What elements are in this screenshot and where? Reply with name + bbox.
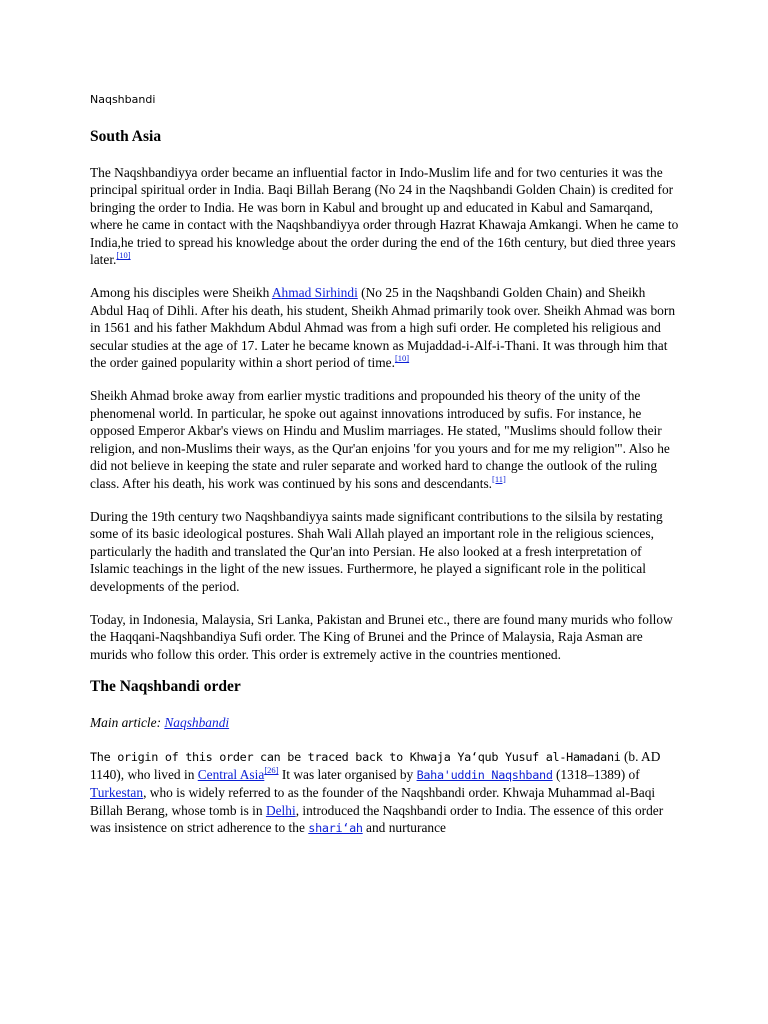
paragraph-text: , who is widely referred to as the founder of the Naqshbandi order. Khwaja Muhammad al-Baqi Billah Berang, whose tomb is in [90,785,656,818]
reference-10[interactable] [116,250,130,260]
paragraph-text: (b. AD 1140), who lived in [90,748,661,782]
link-ahmad-sirhindi[interactable]: Ahmad Sirhindi [271,285,358,301]
link-central-asia[interactable]: Central Asia [197,766,265,782]
link-turkestan[interactable]: Turkestan [90,785,144,801]
main-article-note [90,714,680,731]
reference-link[interactable]: [11] [492,473,506,484]
paragraph-text: (1318–1389) of [552,766,640,782]
link-bahauddin-naqshband[interactable]: Baha'uddin Naqshband [416,767,553,782]
paragraph-sheikh-ahmad [90,387,680,491]
document-page [90,92,680,838]
reference-link[interactable]: [10] [394,353,410,364]
paragraph-text: , introduced the Naqshbandi order to India. The essence of this order was insistence on strict adherence to the [90,802,664,836]
paragraph-text: It was later organised by [278,766,417,782]
paragraph-baqi-billah [90,164,680,268]
paragraph-19th-century: During the 19th century two Naqshbandiyya saints made significant contributions to the silsila by restating some of its basic ideological postures. Shah Wali Allah played an important role in the religious sciences, particularly the hadith and translated the Qur'an into Persian. He also looked at a fresh interpretation of Islamic teachings in the light of the new issues. Furthermore, he played a significant role in the political developments of the period. [90,508,663,594]
paragraph-text: The origin of this order can be traced back to Khwaja Ya‘qub Yusuf al-Hamadani [90,749,621,764]
section-heading-naqshbandi-order: The Naqshbandi order [90,678,241,696]
paragraph-text: Among his disciples were Sheikh [90,285,272,301]
link-shariah[interactable]: shari‘ah [308,821,363,836]
paragraph-text: and nurturance [362,820,446,836]
paragraph-today: Today, in Indonesia, Malaysia, Sri Lanka, Pakistan and Brunei etc., there are found many murids who follow the Haqqani-Naqshbandiya Sufi order. The King of Brunei and the Prince of Malaysia, Raja Asman are murids who follow this order. This order is extremely active in the countries mentioned. [90,611,673,662]
paragraph-disciples [90,284,680,371]
link-delhi[interactable]: Delhi [265,802,296,818]
reference-26[interactable] [264,765,278,775]
section-heading-south-asia: South Asia [90,128,162,145]
document-label: Naqshbandi [90,93,156,106]
paragraph-text: Sheikh Ahmad broke away from earlier mystic traditions and propounded his theory of the unity of the phenomenal world. In particular, he spoke out against innovations introduced by sufis. For instance, he opposed Emperor Akbar's views on Hindu and Muslim marriages. He stated, "Muslims should follow their religion, and non-Muslims their ways, as the Qur'an enjoins 'for you yours and for me my religion'". Also he did not believe in keeping the state and ruler separate and worked hard to change the outlook of the ruling class. After his death, his work was continued by his sons and descendants. [90,388,670,491]
reference-11[interactable] [492,474,506,484]
paragraph-text: The Naqshbandiyya order became an influential factor in Indo-Muslim life and for two centuries it was the principal spiritual order in India. Baqi Billah Berang (No 24 in the Naqshbandi Golden Chain) is credited for bringing the order to India. He was born in Kabul and brought up and educated in Kabul and Samarqand, where he came in contact with the Naqshbandiyya order through Hazrat Khawaja Amkangi. When he came to India,he tried to spread his knowledge about the order during the end of the 16th century, but died three years later. [90,165,679,268]
reference-10[interactable] [395,353,409,363]
reference-link[interactable]: [26] [264,764,279,775]
main-article-label: Main article: [90,715,165,731]
link-main-article-naqshbandi[interactable]: Naqshbandi [164,715,230,731]
reference-link[interactable]: [10] [116,250,131,261]
paragraph-origin [90,748,680,838]
paragraph-text: (No 25 in the Naqshbandi Golden Chain) and Sheikh Abdul Haq of Dihli. After his death, his student, Sheikh Ahmad primarily took over. Sheikh Ahmad was born in 1561 and his father Makhdum Abdul Ahmad was from a high sufi order. He completed his religious and secular studies at the age of 17. Later he became known as Mujaddad-i-Alf-i-Thani. It was through him that the order gained popularity within a short period of time. [90,285,676,371]
